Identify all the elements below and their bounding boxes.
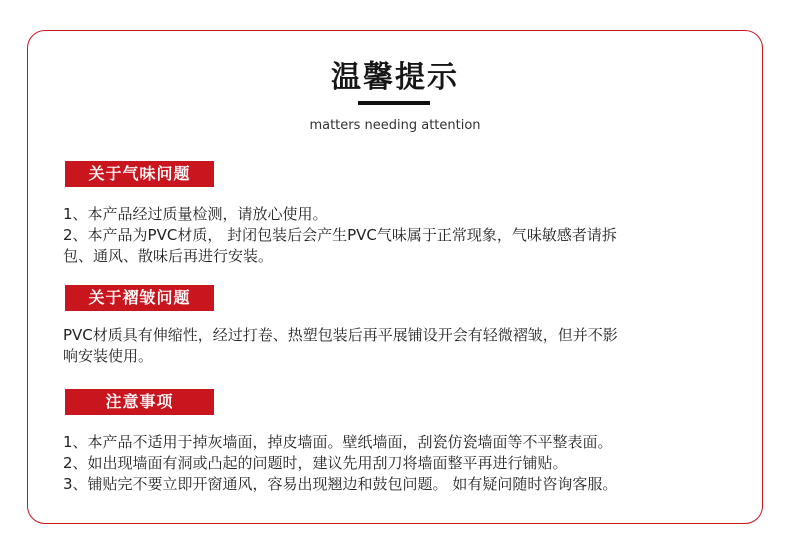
section-line: 3、铺贴完不要立即开窗通风，容易出现翘边和鼓包问题。 如有疑问随时咨询客服。 — [63, 475, 618, 493]
section-body-notes — [63, 432, 743, 495]
section-line: 响安装使用。 — [63, 347, 154, 365]
section-tag-odor: 关于气味问题 — [65, 161, 214, 187]
title-underline — [358, 101, 430, 105]
page-subtitle: matters needing attention — [309, 118, 481, 133]
section-line: 1、本产品经过质量检测，请放心使用。 — [63, 205, 328, 223]
section-tag-notes: 注意事项 — [65, 389, 214, 415]
page-title: 温馨提示 — [331, 60, 459, 95]
section-body-wrinkle — [63, 325, 743, 367]
section-tag-wrinkle: 关于褶皱问题 — [65, 285, 214, 311]
section-line: 2、本产品为PVC材质， 封闭包装后会产生PVC气味属于正常现象，气味敏感者请拆 — [63, 226, 617, 244]
section-line: 1、本产品不适用于掉灰墙面，掉皮墙面。壁纸墙面，刮瓷仿瓷墙面等不平整表面。 — [63, 433, 613, 451]
section-body-odor — [63, 204, 743, 267]
section-line: PVC材质具有伸缩性，经过打卷、热塑包装后再平展铺设开会有轻微褶皱，但并不影 — [63, 326, 618, 344]
section-line: 2、如出现墙面有洞或凸起的问题时，建议先用刮刀将墙面整平再进行铺贴。 — [63, 454, 568, 472]
section-line: 包、通风、散味后再进行安装。 — [63, 247, 274, 265]
